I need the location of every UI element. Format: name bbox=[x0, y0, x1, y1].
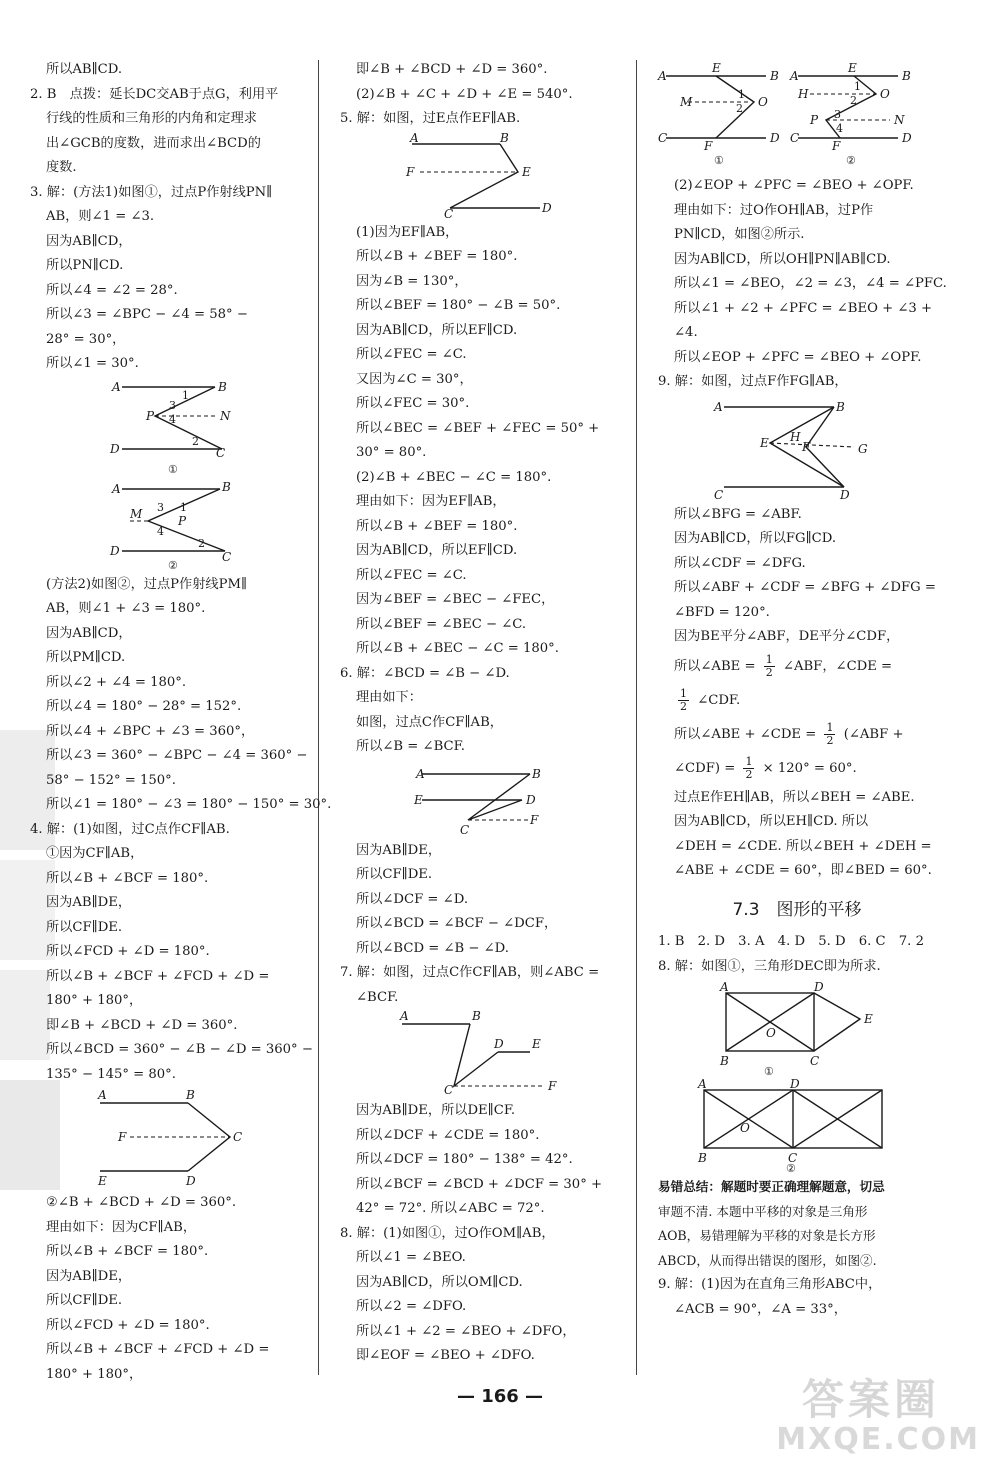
text-line: ∠ABE + ∠CDE = 60°，即∠BED = 60°. bbox=[674, 863, 932, 878]
text-line: 8. 解：(1)如图①，过O作OM∥AB， bbox=[340, 1225, 555, 1241]
text-line: ∠DEH = ∠CDE. 所以∠BEH + ∠DEH = bbox=[674, 838, 932, 854]
svg-text:B: B bbox=[186, 1088, 195, 1102]
figure-9 bbox=[658, 397, 936, 501]
svg-text:N: N bbox=[894, 113, 905, 127]
text-line: 所以CF∥DE. bbox=[356, 867, 433, 882]
text-line: 所以∠4 = 180° − 28° = 152°. bbox=[46, 699, 242, 714]
svg-text:H: H bbox=[790, 429, 801, 444]
text-line: 所以∠FEC = ∠C. bbox=[356, 567, 467, 583]
text-line: 180° + 180°， bbox=[46, 1366, 143, 1382]
svg-text:C: C bbox=[460, 822, 470, 837]
text-line bbox=[658, 718, 936, 752]
figure-5 bbox=[340, 130, 615, 221]
svg-text:A: A bbox=[112, 379, 121, 394]
text-fragment: × 120° = 60°. bbox=[762, 760, 857, 776]
text-line: 所以∠DCF = 180° − 138° = 42°. bbox=[356, 1152, 573, 1167]
text-line bbox=[658, 752, 936, 786]
text-line: 所以PN∥CD. bbox=[46, 258, 124, 273]
text-line: 所以∠1 + ∠2 = ∠BEO + ∠DFO， bbox=[356, 1323, 576, 1339]
column-divider-right bbox=[636, 60, 637, 1375]
text-line: 所以∠1 = ∠BEO，∠2 = ∠3，∠4 = ∠PFC. bbox=[674, 276, 947, 291]
svg-text:E: E bbox=[864, 1012, 873, 1026]
text-line: ∠4. bbox=[674, 325, 698, 340]
text-line: AB，则∠1 + ∠3 = 180°. bbox=[46, 601, 206, 616]
figure-3-1 bbox=[30, 379, 298, 479]
text-line: 所以∠B + ∠BEF = 180°. bbox=[356, 249, 518, 264]
svg-text:O: O bbox=[766, 1026, 776, 1040]
text-line: 所以PM∥CD. bbox=[46, 650, 126, 665]
text-line: 因为AB∥CD，所以EF∥CD. bbox=[356, 543, 518, 558]
text-line: 所以∠B + ∠BEC − ∠C = 180°. bbox=[356, 641, 559, 656]
svg-text:A: A bbox=[98, 1088, 107, 1102]
svg-text:D: D bbox=[110, 543, 120, 558]
text-line: 4. 解：(1)如图，过C点作CF∥AB. bbox=[30, 821, 230, 837]
text-line: 所以∠4 + ∠BPC + ∠3 = 360°， bbox=[46, 723, 255, 739]
svg-text:A: A bbox=[400, 1009, 409, 1023]
svg-text:E: E bbox=[760, 435, 769, 450]
watermark-logo-text: 答案圈 bbox=[801, 1375, 940, 1424]
text-line: 所以∠1 = 180° − ∠3 = 180° − 150° = 30°. bbox=[46, 797, 332, 812]
svg-text:1: 1 bbox=[738, 88, 745, 101]
text-line: 所以∠BCF = ∠BCD + ∠DCF = 30° + bbox=[356, 1176, 603, 1192]
svg-text:F: F bbox=[118, 1130, 127, 1144]
text-fragment: ∠CDF. bbox=[697, 692, 741, 708]
svg-text:1: 1 bbox=[854, 80, 861, 93]
text-line: ∠ACB = 90°，∠A = 33°， bbox=[674, 1301, 847, 1317]
column-divider-left bbox=[318, 60, 319, 1375]
watermark-url: MXQE.COM bbox=[776, 1422, 980, 1457]
fraction: $\frac{1}{2}$ bbox=[745, 754, 753, 781]
text-line: 所以∠BEF = ∠BEC − ∠C. bbox=[356, 616, 527, 632]
svg-text:1: 1 bbox=[180, 500, 187, 514]
text-line: 1. B 2. D 3. A 4. D 5. D 6. C 7. 2 bbox=[658, 934, 924, 949]
svg-text:O: O bbox=[880, 87, 890, 101]
figure-caption: ① bbox=[714, 154, 724, 167]
text-line: 因为AB∥CD，所以EH∥CD. 所以 bbox=[674, 814, 869, 829]
figure-caption: ② bbox=[786, 1162, 796, 1175]
text-line: (2)∠B + ∠C + ∠D + ∠E = 540°. bbox=[356, 86, 573, 102]
fraction: $\frac{1}{2}$ bbox=[680, 686, 687, 713]
column-3 bbox=[658, 58, 947, 1322]
text-line: 因为AB∥CD，所以EF∥CD. bbox=[356, 322, 518, 338]
svg-text:E: E bbox=[98, 1174, 107, 1188]
text-line: 因为AB∥CD，所以OM∥CD. bbox=[356, 1274, 523, 1290]
text-line bbox=[658, 650, 936, 684]
text-fragment: (∠ABF + bbox=[843, 726, 904, 742]
text-line: 7. 解：如图，过点C作CF∥AB，则∠ABC = bbox=[340, 965, 600, 980]
svg-text:D: D bbox=[814, 980, 824, 994]
text-line: (1)因为EF∥AB， bbox=[356, 224, 459, 240]
text-line: 所以∠3 = 360° − ∠BPC − ∠4 = 360° − bbox=[46, 748, 308, 763]
text-line: 因为AB∥CD， bbox=[46, 233, 132, 249]
figure-6 bbox=[340, 762, 615, 837]
text-line: 所以∠BCD = ∠B − ∠D. bbox=[356, 940, 509, 956]
text-line: 行线的性质和三角形的内角和定理求 bbox=[46, 111, 257, 126]
text-line: 所以CF∥DE. bbox=[46, 919, 123, 935]
text-line: 理由如下：因为EF∥AB， bbox=[356, 494, 506, 509]
watermark bbox=[730, 1367, 980, 1457]
svg-text:B: B bbox=[218, 379, 227, 394]
text-line: 5. 解：如图，过E点作EF∥AB. bbox=[340, 111, 521, 126]
text-line: 如图，过点C作CF∥AB， bbox=[356, 714, 503, 730]
text-line: 3. 解：(方法1)如图①，过点P作射线PN∥ bbox=[30, 184, 273, 200]
svg-text:B: B bbox=[902, 69, 911, 83]
text-line: 因为BE平分∠ABF，DE平分∠CDF， bbox=[674, 629, 900, 644]
svg-text:A: A bbox=[790, 69, 799, 83]
svg-text:3: 3 bbox=[834, 108, 841, 121]
figure-caption: ① bbox=[168, 462, 178, 476]
svg-text:A: A bbox=[112, 481, 121, 496]
text-line: 所以∠2 = ∠DFO. bbox=[356, 1299, 467, 1314]
page-number: — 166 — bbox=[456, 1386, 544, 1407]
text-line: 所以AB∥CD. bbox=[46, 62, 123, 77]
text-line: 58° − 152° = 150°. bbox=[46, 772, 176, 788]
text-line: 所以∠BEF = 180° − ∠B = 50°. bbox=[356, 298, 561, 313]
text-line: 出∠GCB的度数，进而求出∠BCD的 bbox=[46, 135, 261, 151]
text-line: 30° = 80°. bbox=[356, 445, 427, 460]
text-line: 所以∠BCD = ∠BCF − ∠DCF， bbox=[356, 916, 558, 931]
text-line: PN∥CD，如图②所示. bbox=[674, 227, 805, 242]
text-line: ∠BCF. bbox=[356, 989, 399, 1005]
svg-text:P: P bbox=[178, 513, 187, 528]
svg-text:E: E bbox=[414, 792, 423, 807]
text-line: 因为AB∥CD， bbox=[46, 625, 132, 641]
svg-text:C: C bbox=[788, 1151, 798, 1165]
text-line: 所以∠2 + ∠4 = 180°. bbox=[46, 674, 187, 690]
svg-text:N: N bbox=[220, 408, 231, 423]
section-title: 7.3 图形的平移 bbox=[732, 899, 862, 920]
text-line: 过点E作EH∥AB，所以∠BEH = ∠ABE. bbox=[674, 789, 915, 805]
svg-text:A: A bbox=[658, 69, 667, 83]
figure-3-2 bbox=[30, 481, 298, 571]
column-1 bbox=[30, 58, 332, 1387]
svg-text:G: G bbox=[858, 441, 868, 456]
text-line: 所以∠DCF = ∠D. bbox=[356, 891, 469, 907]
svg-text:B: B bbox=[532, 766, 541, 781]
text-line: 所以∠1 + ∠2 + ∠PFC = ∠BEO + ∠3 + bbox=[674, 300, 933, 316]
svg-text:B: B bbox=[472, 1009, 481, 1023]
text-line: 因为AB∥DE， bbox=[46, 895, 132, 910]
svg-text:E: E bbox=[522, 164, 531, 179]
svg-text:F: F bbox=[832, 139, 841, 153]
svg-text:C: C bbox=[790, 131, 800, 145]
svg-text:D: D bbox=[840, 487, 850, 502]
svg-text:3: 3 bbox=[169, 398, 176, 412]
text-line: 因为AB∥DE， bbox=[356, 842, 442, 858]
text-line: 2. B 点拨：延长DC交AB于点G，利用平 bbox=[30, 86, 279, 102]
text-line: 135° − 145° = 80°. bbox=[46, 1066, 176, 1082]
svg-text:A: A bbox=[410, 130, 419, 145]
svg-text:C: C bbox=[714, 487, 724, 502]
text-line: 即∠B + ∠BCD + ∠D = 360°. bbox=[46, 1017, 238, 1033]
text-line: 所以∠ABF + ∠CDF = ∠BFG + ∠DFG = bbox=[674, 580, 936, 595]
text-line: ∠BFD = 120°. bbox=[674, 604, 770, 620]
text-line: 42° = 72°. 所以∠ABC = 72°. bbox=[356, 1201, 545, 1216]
svg-text:P: P bbox=[810, 113, 819, 127]
svg-text:E: E bbox=[712, 61, 721, 75]
figure-caption: ① bbox=[764, 1065, 774, 1078]
text-line: 因为AB∥CD，所以OH∥PN∥AB∥CD. bbox=[674, 251, 891, 267]
svg-text:A: A bbox=[698, 1077, 707, 1091]
text-line: AOB，易错理解为平移的对象是长方形 bbox=[658, 1228, 876, 1243]
text-line: 所以∠3 = ∠BPC − ∠4 = 58° − bbox=[46, 307, 248, 322]
svg-text:F: F bbox=[704, 139, 713, 153]
svg-text:H: H bbox=[798, 87, 809, 101]
svg-text:4: 4 bbox=[169, 412, 176, 426]
text-line: 所以CF∥DE. bbox=[46, 1293, 123, 1308]
svg-text:B: B bbox=[500, 130, 509, 145]
svg-text:D: D bbox=[494, 1037, 504, 1051]
text-line: 9. 解：(1)因为在直角三角形ABC中， bbox=[658, 1277, 882, 1292]
text-line: (2)∠B + ∠BEC − ∠C = 180°. bbox=[356, 469, 552, 485]
svg-text:P: P bbox=[146, 408, 155, 423]
text-line: 所以∠FEC = ∠C. bbox=[356, 347, 467, 362]
svg-text:A: A bbox=[720, 980, 729, 994]
svg-text:C: C bbox=[444, 1083, 454, 1097]
svg-text:A: A bbox=[714, 399, 723, 414]
svg-text:D: D bbox=[790, 1077, 800, 1091]
text-line: 所以∠B + ∠BEF = 180°. bbox=[356, 518, 518, 534]
text-line: 9. 解：如图，过点F作FG∥AB， bbox=[658, 374, 848, 389]
column-2 bbox=[340, 58, 615, 1369]
figure-4 bbox=[30, 1089, 298, 1189]
svg-text:2: 2 bbox=[736, 102, 743, 115]
text-line: 所以∠CDF = ∠DFG. bbox=[674, 555, 806, 571]
text-line: (方法2)如图②，过点P作射线PM∥ bbox=[46, 576, 248, 592]
svg-text:O: O bbox=[740, 1121, 750, 1135]
text-line: 理由如下： bbox=[356, 690, 422, 705]
text-line: 所以∠BFG = ∠ABF. bbox=[674, 506, 802, 522]
svg-text:F: F bbox=[802, 439, 811, 454]
svg-text:D: D bbox=[902, 131, 912, 145]
text-line: 所以∠B + ∠BCF + ∠FCD + ∠D = bbox=[46, 1342, 270, 1357]
svg-text:C: C bbox=[233, 1130, 243, 1144]
text-line: 所以∠DCF + ∠CDE = 180°. bbox=[356, 1127, 540, 1143]
svg-text:M: M bbox=[680, 95, 693, 109]
svg-text:A: A bbox=[416, 766, 425, 781]
svg-text:D: D bbox=[770, 131, 780, 145]
text-line: 因为AB∥DE，所以DE∥CF. bbox=[356, 1103, 516, 1118]
svg-text:E: E bbox=[532, 1037, 541, 1051]
text-line: 28° = 30°， bbox=[46, 331, 126, 347]
text-line: 理由如下：过O作OH∥AB，过P作 bbox=[674, 202, 874, 218]
text-line: 因为∠B = 130°， bbox=[356, 273, 468, 289]
svg-text:D: D bbox=[542, 200, 552, 215]
text-line: 所以∠B = ∠BCF. bbox=[356, 739, 465, 754]
text-line: 所以∠B + ∠BCF = 180°. bbox=[46, 1244, 209, 1259]
svg-text:D: D bbox=[110, 441, 120, 456]
text-line: 理由如下：因为CF∥AB， bbox=[46, 1219, 197, 1235]
figure-7-3-2 bbox=[658, 1078, 936, 1173]
text-line: 所以∠FCD + ∠D = 180°. bbox=[46, 944, 210, 959]
svg-text:2: 2 bbox=[198, 536, 205, 550]
svg-text:C: C bbox=[810, 1054, 820, 1068]
text-fragment: 所以∠ABE = bbox=[674, 658, 756, 674]
svg-text:4: 4 bbox=[157, 524, 164, 538]
svg-text:4: 4 bbox=[836, 122, 843, 135]
svg-text:M: M bbox=[130, 506, 143, 521]
text-line: 又因为∠C = 30°， bbox=[356, 371, 473, 387]
svg-text:B: B bbox=[836, 399, 845, 414]
text-line: AB，则∠1 = ∠3. bbox=[46, 209, 155, 224]
text-line: 所以∠FEC = 30°. bbox=[356, 396, 470, 411]
text-line: 审题不清. 本题中平移的对象是三角形 bbox=[658, 1203, 868, 1219]
svg-text:B: B bbox=[720, 1054, 729, 1068]
text-line: 所以∠1 = 30°. bbox=[46, 356, 139, 371]
svg-text:B: B bbox=[698, 1151, 707, 1165]
text-line: 所以∠4 = ∠2 = 28°. bbox=[46, 282, 178, 298]
text-line: (2)∠EOP + ∠PFC = ∠BEO + ∠OPF. bbox=[674, 178, 914, 193]
text-line: 因为∠BEF = ∠BEC − ∠FEC， bbox=[356, 592, 555, 607]
figure-caption: ② bbox=[846, 154, 856, 167]
svg-text:D: D bbox=[186, 1174, 196, 1188]
svg-text:1: 1 bbox=[182, 388, 189, 402]
text-fragment: ∠CDF) = bbox=[674, 760, 736, 776]
text-line: 所以∠FCD + ∠D = 180°. bbox=[46, 1317, 210, 1333]
svg-text:2: 2 bbox=[192, 434, 199, 448]
svg-text:F: F bbox=[406, 164, 415, 179]
text-line: ABCD，从而得出错误的图形，如图②. bbox=[658, 1252, 877, 1268]
svg-text:2: 2 bbox=[850, 94, 857, 107]
text-line: 因为AB∥CD，所以FG∥CD. bbox=[674, 531, 837, 546]
svg-text:C: C bbox=[222, 549, 232, 564]
fraction: $\frac{1}{2}$ bbox=[765, 652, 773, 679]
text-line: 即∠EOF = ∠BEO + ∠DFO. bbox=[356, 1348, 535, 1363]
svg-text:F: F bbox=[530, 812, 539, 827]
text-line: 所以∠B + ∠BCF = 180°. bbox=[46, 870, 209, 886]
figure-7-3-1 bbox=[658, 981, 936, 1076]
text-line: 180° + 180°， bbox=[46, 993, 143, 1008]
text-fragment: 所以∠ABE + ∠CDE = bbox=[674, 726, 817, 742]
text-line: ①因为CF∥AB， bbox=[46, 846, 144, 861]
text-line: ②∠B + ∠BCD + ∠D = 360°. bbox=[46, 1195, 237, 1210]
svg-text:O: O bbox=[758, 95, 768, 109]
figure-caption: ② bbox=[168, 558, 178, 572]
text-line: 8. 解：如图①，三角形DEC即为所求. bbox=[658, 958, 881, 974]
text-line: 即∠B + ∠BCD + ∠D = 360°. bbox=[356, 62, 548, 77]
svg-text:F: F bbox=[548, 1079, 557, 1093]
figure-8 bbox=[658, 60, 936, 172]
text-line: 所以∠1 = ∠BEO. bbox=[356, 1250, 466, 1265]
text-line: 因为AB∥DE， bbox=[46, 1268, 132, 1284]
text-line bbox=[658, 684, 936, 718]
text-line: 所以∠B + ∠BCF + ∠FCD + ∠D = bbox=[46, 968, 270, 984]
svg-text:C: C bbox=[216, 445, 226, 460]
svg-text:3: 3 bbox=[157, 500, 164, 514]
fraction: $\frac{1}{2}$ bbox=[826, 720, 834, 747]
text-fragment: ∠ABF，∠CDE = bbox=[782, 658, 893, 674]
text-line: 所以∠BCD = 360° − ∠B − ∠D = 360° − bbox=[46, 1042, 313, 1057]
svg-text:C: C bbox=[444, 206, 454, 221]
text-line: 6. 解：∠BCD = ∠B − ∠D. bbox=[340, 665, 510, 681]
svg-text:E: E bbox=[848, 61, 857, 75]
figure-7 bbox=[340, 1009, 615, 1097]
svg-text:B: B bbox=[770, 69, 779, 83]
text-line: 度数. bbox=[46, 160, 77, 175]
svg-text:B: B bbox=[222, 479, 231, 494]
text-line: 所以∠BEC = ∠BEF + ∠FEC = 50° + bbox=[356, 420, 600, 436]
text-line: 所以∠EOP + ∠PFC = ∠BEO + ∠OPF. bbox=[674, 349, 922, 365]
text-line: 易错总结：解题时要正确理解题意，切忌 bbox=[658, 1179, 885, 1194]
svg-text:C: C bbox=[658, 131, 668, 145]
svg-text:D: D bbox=[526, 792, 536, 807]
